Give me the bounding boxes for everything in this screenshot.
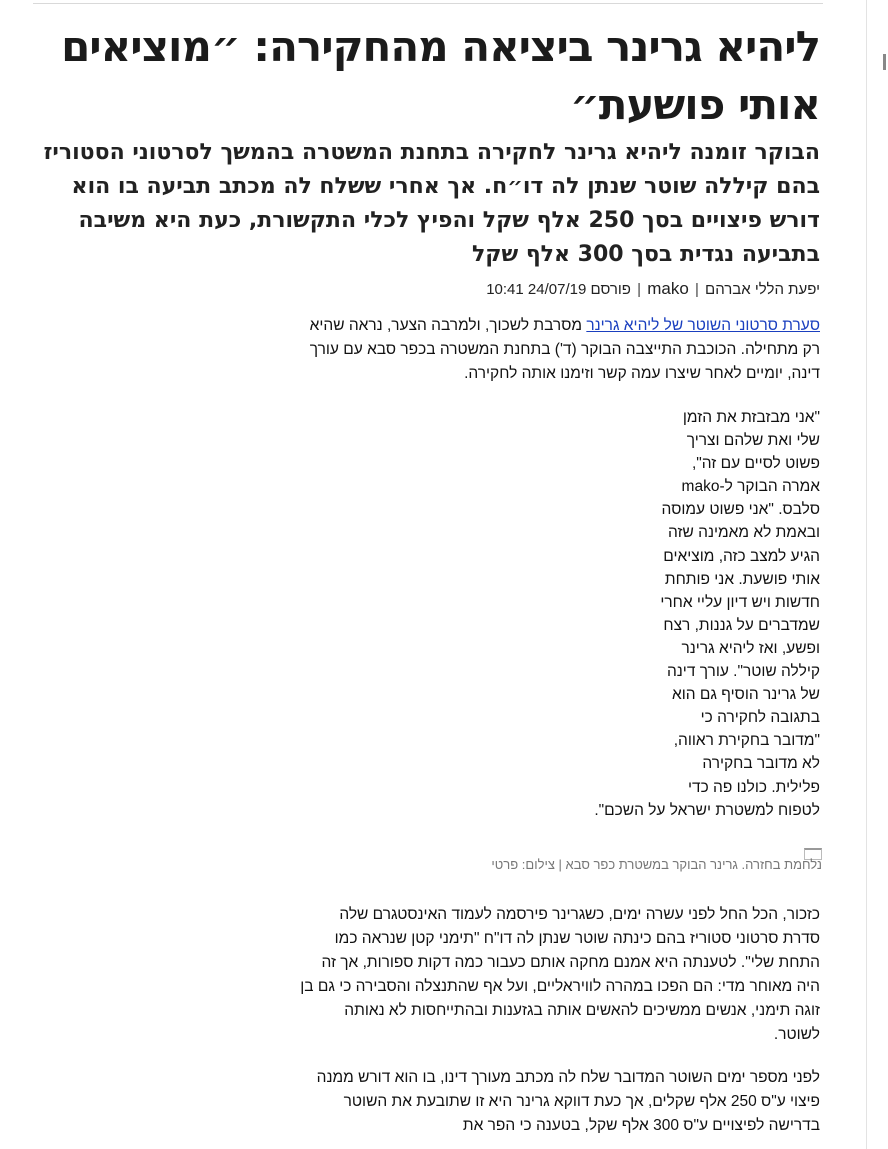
- quote-line: שמדברים על גננות, רצח: [663, 616, 820, 634]
- article-paragraph-lawsuit: [220, 1066, 820, 1138]
- story-link[interactable]: סערת סרטוני השוטר של ליהיא גרינר: [586, 317, 820, 334]
- column-divider: [866, 0, 867, 1149]
- paragraph-line: לפני מספר ימים השוטר המדובר שלח לה מכתב מעורך דינו, בו הוא דורש ממנה: [316, 1069, 820, 1086]
- quote-line: אותי פושעת. אני פותחת: [664, 570, 820, 588]
- paragraph-text: מסרבת לשכוך, ולמרבה הצער, נראה שהיא: [309, 317, 587, 334]
- paragraph-line: כזכור, הכל החל לפני עשרה ימים, כשגרינר פירסמה לעמוד האינסטגרם שלה: [339, 906, 820, 923]
- article-headline: ליהיא גרינר ביציאה מהחקירה: ״מוציאים אותי פושעת״: [61, 22, 820, 129]
- publish-date: 24/07/19 10:41: [486, 281, 587, 298]
- quote-line: שלי ואת שלהם וצריך: [686, 432, 820, 450]
- paragraph-text: רק מתחילה. הכוכבת התייצבה הבוקר (ד') בתחנת המשטרה בכפר סבא עם עורך: [309, 341, 820, 358]
- quote-line: לטפוח למשטרת ישראל על השכם".: [594, 801, 820, 819]
- article-byline: יפעת הללי אברהם | mako | פורסם 24/07/19 10:41: [486, 279, 820, 298]
- paragraph-line: זוגה תימני, אנשים ממשיכים להאשים אותה בגזענות ובהתייחסות לא נאותה: [344, 1002, 820, 1019]
- scroll-edge-mark: [883, 54, 886, 70]
- article-paragraph-intro: [250, 314, 820, 386]
- paragraph-line: היה מאוחר מדי: הם הפכו במהרה לוויראליים, ועל אף שהתנצלה והסבירה כי גם בן: [300, 978, 820, 995]
- article-subtitle: הבוקר זומנה ליהיא גרינר לחקירה בתחנת המשטרה בהמשך לסרטוני הסטוריז בהם קיללה שוטר שנתן לה דו״ח. אך אחרי ששלח לה מכתב תביעה בו הוא דורש פיצויים בסך 250 אלף שקל והפיץ לכלי התקשורת, כעת היא משיבה בתביעה נגדית בסך 300 אלף שקל: [43, 140, 820, 267]
- paragraph-line: סדרת סרטוני סטוריז בהם כינתה שוטר שנתן לה דו"ח "תימני קטן שנראה כמו: [334, 930, 820, 947]
- paragraph-line: פיצוי ע"ס 250 אלף שקלים, אך כעת דווקא גרינר היא זו שתובעת את השוטר: [343, 1093, 820, 1110]
- paragraph-line: לשוטר.: [773, 1026, 820, 1043]
- quote-line: פשוט לסיים עם זה",: [691, 455, 820, 473]
- quote-line: קיללה שוטר". עורך דינה: [666, 663, 820, 681]
- quote-line: אמרה הבוקר ל-mako: [681, 478, 820, 496]
- paragraph-line: התחת שלי". לטענתה היא אמנם מחקה אותם כעבור כמה דקות ספורות, אך זה: [321, 954, 820, 971]
- quote-line: בתגובה לחקירה כי: [700, 709, 820, 727]
- quote-line: סלבס. "אני פשוט עמוסה: [661, 501, 820, 519]
- quote-line: לא מדובר בחקירה: [702, 755, 820, 773]
- quote-line: הגיע למצב כזה, מוציאים: [663, 547, 820, 565]
- article-quote-block: [594, 406, 820, 822]
- quote-line: פלילית. כולנו פה כדי: [687, 778, 820, 796]
- quote-line: "אני מבזבזת את הזמן: [682, 409, 820, 426]
- paragraph-line: בדרישה לפיצויים ע"ס 300 אלף שקל, בטענה כי הפר את: [462, 1117, 820, 1134]
- author-name[interactable]: יפעת הללי אברהם: [705, 281, 820, 298]
- quote-line: ובאמת לא מאמינה שזה: [667, 524, 820, 542]
- top-divider: [33, 3, 823, 4]
- paragraph-text: דינה, יומיים לאחר שיצרו עמה קשר וזימנו אותה לחקירה.: [464, 365, 820, 382]
- article-paragraph-background: [220, 903, 820, 1047]
- quote-line: חדשות ויש דיון עליי אחרי: [660, 593, 820, 611]
- published-label: פורסם: [590, 281, 631, 298]
- quote-line: "מדובר בחקירת ראווה,: [673, 732, 820, 750]
- image-caption: נלחמת בחזרה. גרינר הבוקר במשטרת כפר סבא | צילום: פרטי: [491, 857, 822, 872]
- quote-line: ופשע, ואז ליהיא גרינר: [681, 639, 820, 657]
- quote-line: של גרינר הוסיף גם הוא: [672, 686, 820, 704]
- site-name[interactable]: mako: [647, 279, 689, 298]
